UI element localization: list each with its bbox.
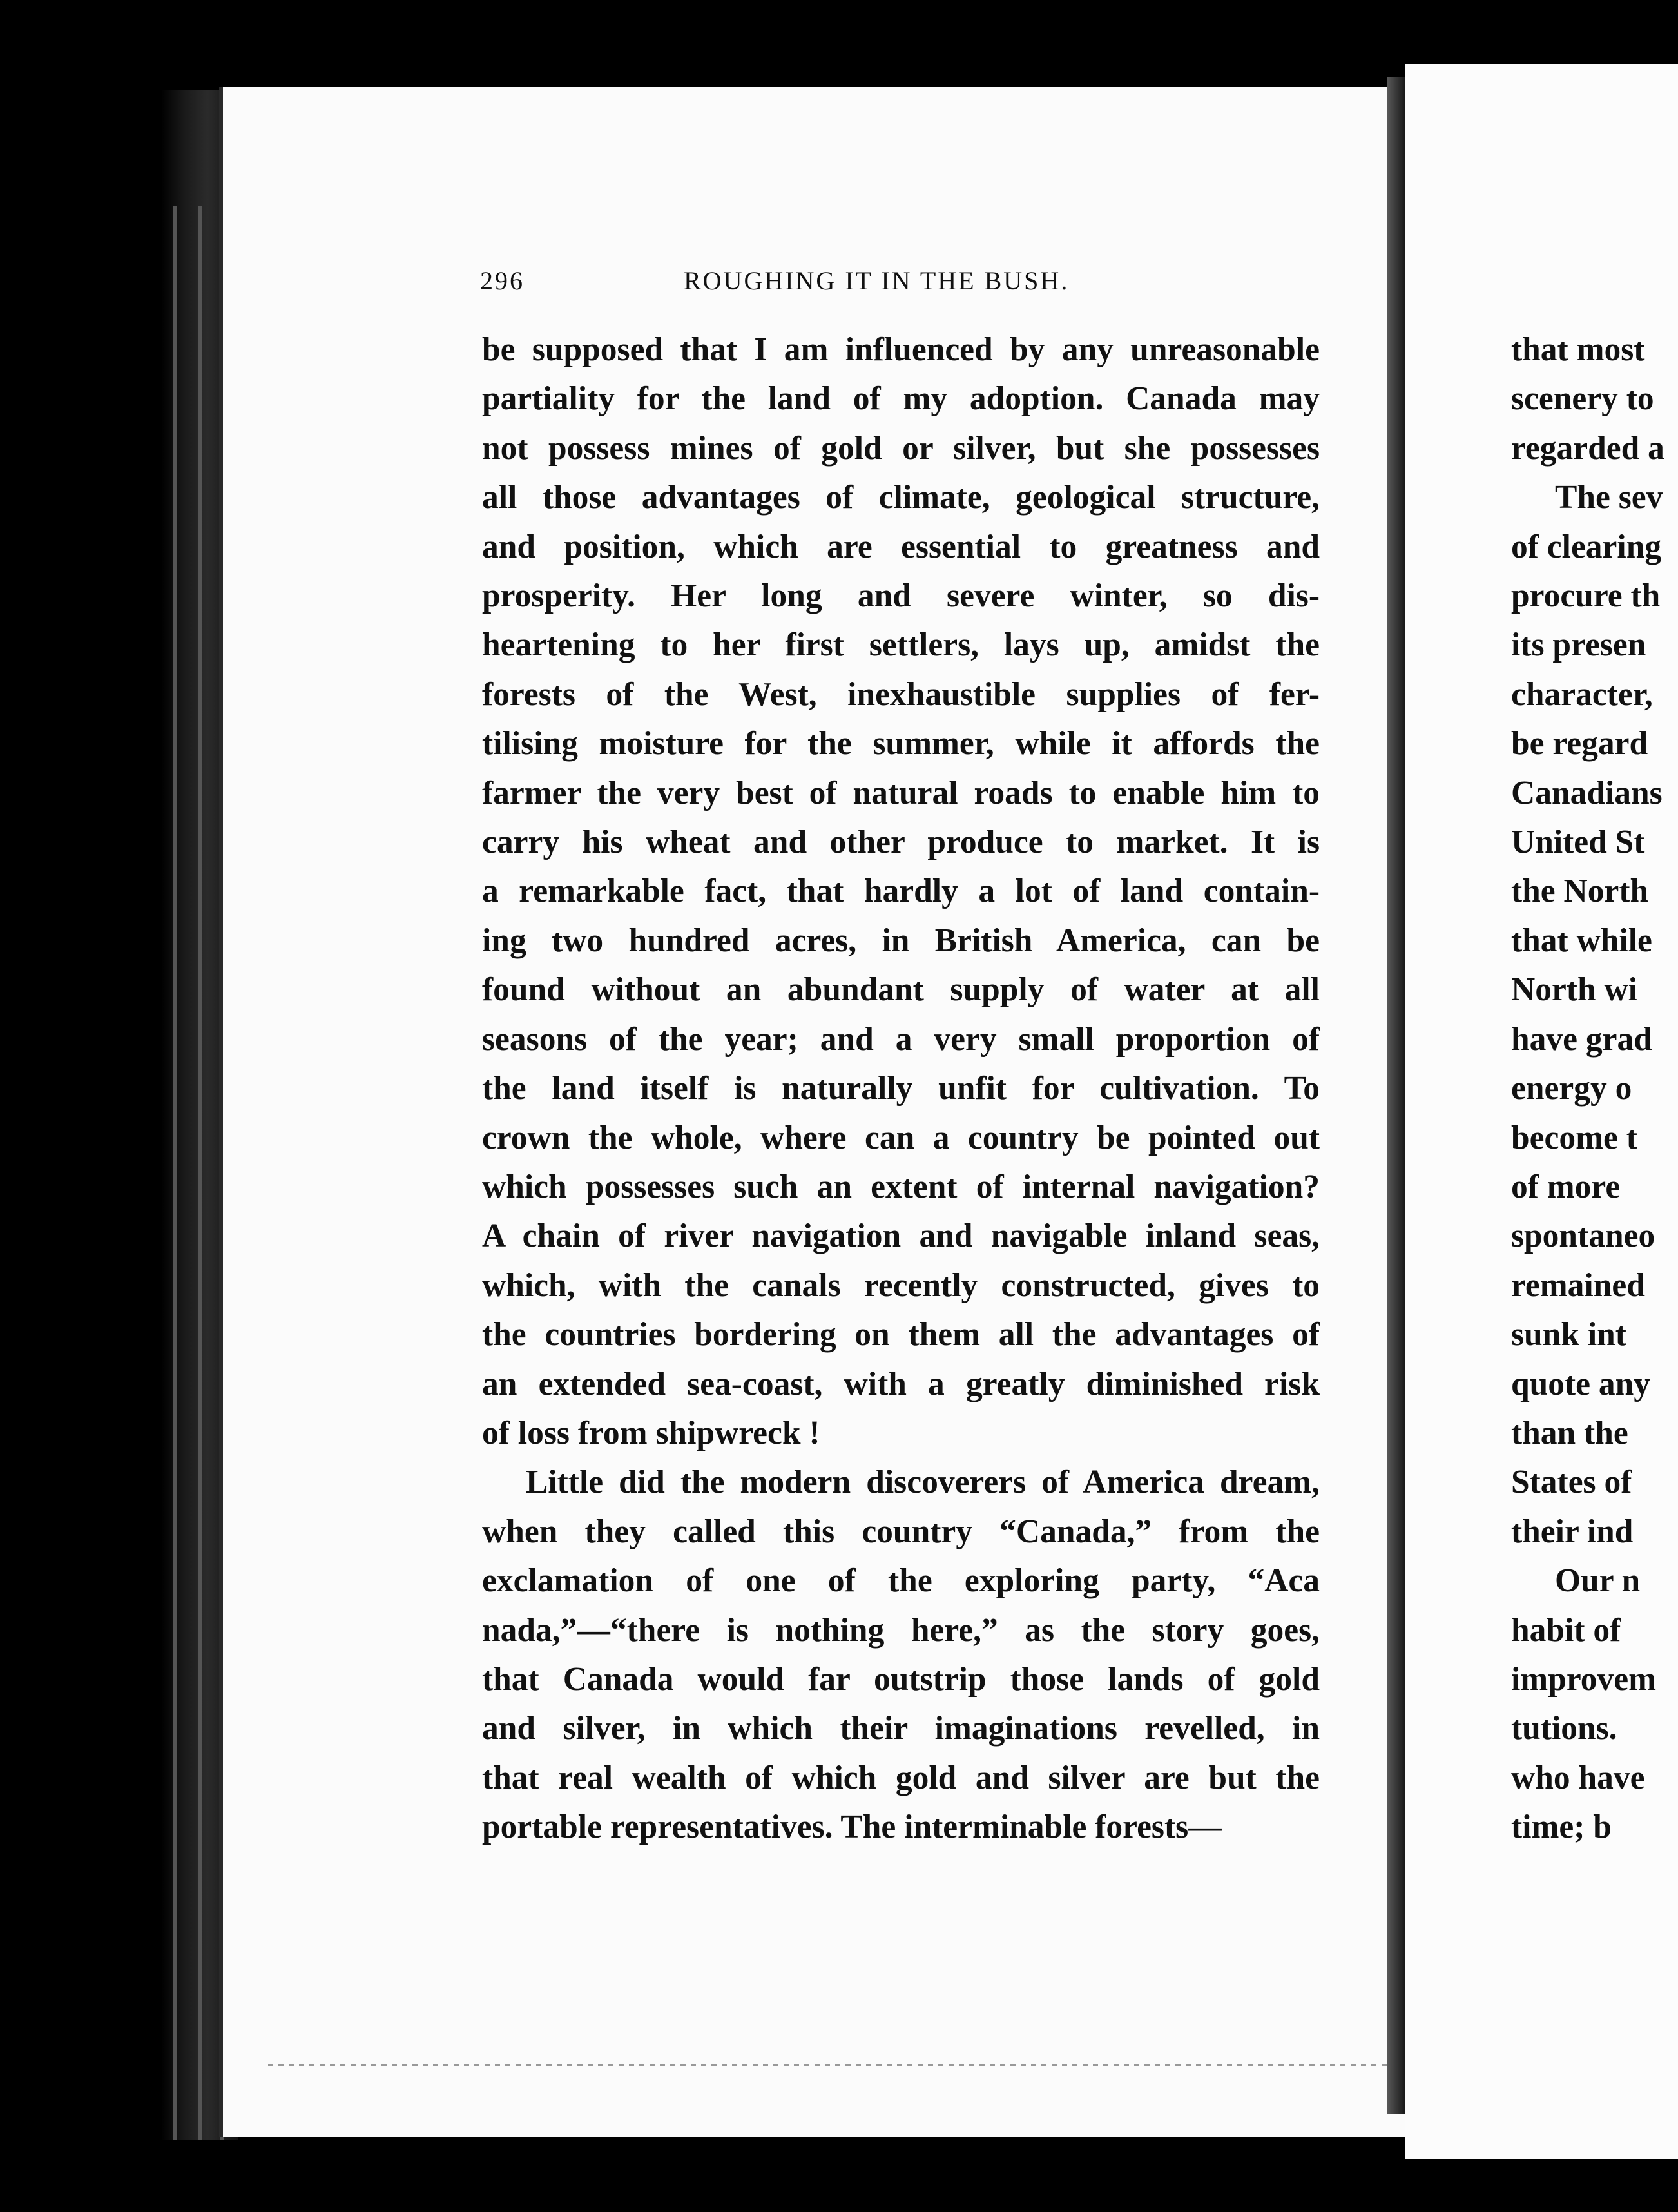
text-line: Canadians <box>1511 774 1663 811</box>
text-line: carry his wheat and other produce to market. It is <box>482 824 1320 861</box>
text-line: be regard <box>1511 725 1648 762</box>
text-line: spontaneo <box>1511 1218 1655 1255</box>
text-line: that most <box>1511 331 1645 368</box>
text-line: remained <box>1511 1266 1645 1304</box>
text-line: have grad <box>1511 1020 1652 1058</box>
text-line: the countries bordering on them all the advantages of <box>482 1316 1320 1353</box>
text-line: become t <box>1511 1119 1637 1156</box>
spine-edge-line <box>198 206 202 2140</box>
text-line: the North <box>1511 873 1649 910</box>
text-line: partiality for the land of my adoption. Canada may <box>482 380 1320 418</box>
text-line: heartening to her first settlers, lays up, amidst the <box>482 626 1320 664</box>
text-line: forests of the West, inexhaustible supplies of fer- <box>482 675 1320 713</box>
text-line: portable representatives. The interminable forests— <box>482 1809 1222 1846</box>
text-line: States of <box>1511 1464 1632 1501</box>
text-line: of more <box>1511 1168 1621 1205</box>
text-line: Little did the modern discoverers of America dream, <box>526 1464 1320 1501</box>
text-line: procure th <box>1511 577 1661 615</box>
text-line: regarded a <box>1511 429 1664 467</box>
text-line: exclamation of one of the exploring party, “Aca <box>482 1562 1320 1600</box>
text-line: ing two hundred acres, in British America, can be <box>482 922 1320 959</box>
text-line: a remarkable fact, that hardly a lot of land contain- <box>482 873 1320 910</box>
page-bottom-edge <box>268 2064 1398 2066</box>
running-title: ROUGHING IT IN THE BUSH. <box>684 266 1070 295</box>
spine-edge-line <box>173 206 177 2140</box>
text-line: sunk int <box>1511 1316 1626 1353</box>
text-line: which, with the canals recently constructed, gives to <box>482 1266 1320 1304</box>
text-line: the land itself is naturally unfit for cultivation. To <box>482 1070 1320 1107</box>
page-number: 296 <box>480 266 525 295</box>
text-line: Our n <box>1555 1562 1641 1600</box>
text-line: prosperity. Her long and severe winter, so dis- <box>482 577 1320 615</box>
text-line: that real wealth of which gold and silver are but the <box>482 1759 1320 1796</box>
text-line: farmer the very best of natural roads to enable him to <box>482 774 1320 811</box>
text-line: tilising moisture for the summer, while it affords the <box>482 725 1320 762</box>
text-line: crown the whole, where can a country be pointed out <box>482 1119 1320 1156</box>
text-line: United St <box>1511 824 1645 861</box>
text-line: time; b <box>1511 1809 1612 1846</box>
text-line: all those advantages of climate, geological structure, <box>482 479 1320 516</box>
text-line: of clearing <box>1511 528 1662 565</box>
text-line: and position, which are essential to greatness and <box>482 528 1320 565</box>
text-line: be supposed that I am influenced by any unreasonable <box>482 331 1320 368</box>
text-line: scenery to <box>1511 380 1654 418</box>
text-line: of loss from shipwreck ! <box>482 1414 820 1451</box>
text-line: seasons of the year; and a very small proportion of <box>482 1020 1320 1058</box>
text-line: habit of <box>1511 1611 1621 1649</box>
text-line: who have <box>1511 1759 1645 1796</box>
text-line: The sev <box>1555 479 1663 516</box>
text-line: energy o <box>1511 1070 1632 1107</box>
text-line: nada,”—“there is nothing here,” as the story goes, <box>482 1611 1320 1649</box>
running-header <box>480 266 1124 304</box>
text-line: that Canada would far outstrip those lands of gold <box>482 1660 1320 1698</box>
text-line: North wi <box>1511 971 1637 1009</box>
left-page-body-text <box>482 325 1320 1852</box>
right-page-body-text <box>1511 325 1678 1852</box>
text-line: A chain of river navigation and navigable inland seas, <box>482 1218 1320 1255</box>
text-line: when they called this country “Canada,” from the <box>482 1513 1320 1550</box>
text-line: their ind <box>1511 1513 1634 1550</box>
text-line: tutions. <box>1511 1710 1617 1747</box>
text-line: not possess mines of gold or silver, but she possesses <box>482 429 1320 467</box>
text-line: its presen <box>1511 626 1646 664</box>
text-line: than the <box>1511 1414 1628 1451</box>
text-line: an extended sea-coast, with a greatly diminished risk <box>482 1365 1320 1402</box>
text-line: character, <box>1511 675 1653 713</box>
text-line: found without an abundant supply of water at all <box>482 971 1320 1009</box>
text-line: and silver, in which their imaginations revelled, in <box>482 1710 1320 1747</box>
text-line: which possesses such an extent of internal navigation? <box>482 1168 1320 1205</box>
text-line: that while <box>1511 922 1652 959</box>
text-line: improvem <box>1511 1660 1657 1698</box>
text-line: quote any <box>1511 1365 1651 1402</box>
